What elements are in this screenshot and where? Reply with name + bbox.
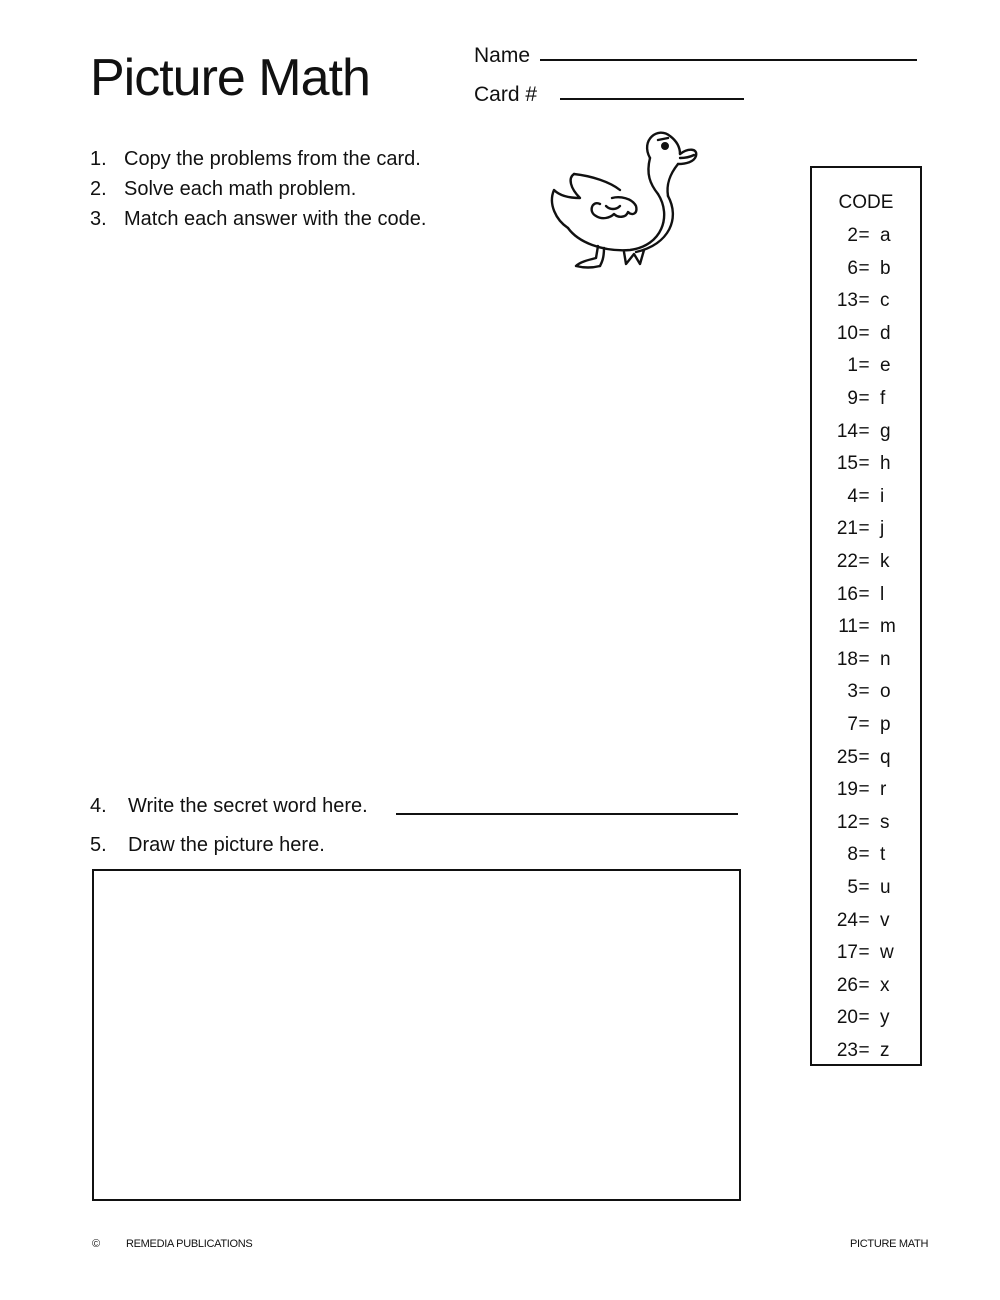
code-letter: w (880, 942, 894, 964)
code-letter: s (880, 811, 890, 833)
code-letter: z (880, 1040, 890, 1061)
code-number: 7 (847, 714, 858, 735)
equals-sign: = (858, 485, 870, 507)
code-letter: x (880, 974, 890, 996)
code-letter: q (880, 746, 891, 768)
code-row (812, 481, 920, 514)
code-letter: f (880, 388, 886, 409)
code-row (812, 318, 920, 351)
code-row (812, 611, 920, 644)
equals-sign: = (858, 290, 870, 312)
name-field[interactable] (540, 59, 917, 61)
equals-sign: = (858, 583, 870, 605)
code-row (812, 1002, 920, 1035)
equals-sign: = (858, 746, 870, 768)
code-number: 25 (836, 746, 858, 768)
code-number: 10 (836, 322, 858, 344)
code-number: 23 (836, 1040, 858, 1061)
code-number: 24 (836, 909, 858, 931)
code-row (812, 774, 920, 807)
instruction-step: 3. Match each answer with the code. (90, 208, 427, 230)
code-letter: i (880, 485, 885, 507)
code-row (812, 253, 920, 286)
code-row (812, 644, 920, 677)
card-number-field[interactable] (560, 98, 744, 100)
code-letter: c (880, 290, 890, 312)
book-title: PICTURE MATH (850, 1238, 929, 1250)
code-number: 12 (836, 811, 858, 833)
equals-sign: = (858, 877, 870, 898)
code-row (812, 350, 920, 383)
code-letter: n (880, 648, 891, 670)
equals-sign: = (858, 974, 870, 996)
code-number: 6 (847, 257, 858, 279)
equals-sign: = (858, 779, 870, 801)
code-number: 16 (836, 583, 858, 605)
code-number: 4 (847, 485, 858, 507)
code-number: 2 (847, 225, 858, 246)
code-table (810, 166, 922, 1066)
equals-sign: = (858, 257, 870, 279)
code-row (812, 839, 920, 872)
equals-sign: = (858, 616, 870, 638)
code-row (812, 383, 920, 416)
code-number: 1 (847, 355, 858, 377)
code-number: 21 (836, 518, 858, 540)
name-label: Name (474, 44, 531, 67)
code-letter: e (880, 355, 891, 377)
code-row (812, 872, 920, 905)
equals-sign: = (858, 420, 870, 442)
code-letter: t (880, 844, 886, 866)
code-letter: k (880, 551, 890, 572)
equals-sign: = (858, 844, 870, 866)
publisher-name: REMEDIA PUBLICATIONS (126, 1238, 253, 1250)
code-number: 5 (847, 877, 858, 898)
equals-sign: = (858, 1007, 870, 1029)
code-row (812, 579, 920, 612)
code-row (812, 905, 920, 938)
code-row (812, 513, 920, 546)
drawing-area[interactable] (92, 869, 741, 1201)
instruction-list (90, 146, 426, 236)
equals-sign: = (858, 225, 870, 246)
code-row (812, 807, 920, 840)
code-row (812, 937, 920, 970)
equals-sign: = (858, 714, 870, 735)
code-number: 22 (836, 551, 858, 572)
equals-sign: = (858, 388, 870, 409)
equals-sign: = (858, 518, 870, 540)
code-letter: h (880, 453, 891, 475)
code-letter: u (880, 877, 891, 898)
code-row (812, 285, 920, 318)
code-row (812, 676, 920, 709)
code-number: 9 (847, 388, 858, 409)
code-row (812, 970, 920, 1003)
equals-sign: = (858, 681, 870, 703)
code-letter: j (880, 518, 885, 540)
copyright-symbol: © (92, 1238, 100, 1250)
code-number: 20 (836, 1007, 858, 1029)
equals-sign: = (858, 648, 870, 670)
instruction-step: 1. Copy the problems from the card. (90, 148, 421, 170)
code-letter: a (880, 225, 891, 246)
code-letter: d (880, 322, 891, 344)
instruction-step: 2. Solve each math problem. (90, 178, 357, 200)
code-row (812, 742, 920, 775)
code-letter: b (880, 257, 891, 279)
page-title: Picture Math (90, 49, 370, 107)
code-number: 3 (847, 681, 858, 703)
code-letter: l (880, 583, 885, 605)
code-letter: r (880, 779, 887, 801)
code-row (812, 1035, 920, 1068)
code-letter: y (880, 1007, 890, 1029)
equals-sign: = (858, 1040, 870, 1061)
code-row (812, 220, 920, 253)
equals-sign: = (858, 453, 870, 475)
equals-sign: = (858, 322, 870, 344)
secret-word-instruction: 4. Write the secret word here. (90, 795, 368, 817)
equals-sign: = (858, 551, 870, 572)
secret-word-field[interactable] (396, 813, 738, 815)
code-letter: v (880, 909, 890, 931)
equals-sign: = (858, 942, 870, 964)
code-number: 13 (836, 290, 858, 312)
code-number: 15 (836, 453, 858, 475)
code-number: 26 (836, 974, 858, 996)
code-row (812, 546, 920, 579)
code-letter: o (880, 681, 891, 703)
code-number: 8 (847, 844, 858, 866)
code-letter: p (880, 714, 891, 735)
code-row (812, 416, 920, 449)
code-row (812, 448, 920, 481)
code-number: 11 (838, 616, 858, 638)
code-letter: g (880, 420, 891, 442)
duck-icon (540, 118, 700, 278)
code-number: 19 (836, 779, 858, 801)
code-row (812, 709, 920, 742)
card-number-label: Card # (474, 83, 538, 106)
equals-sign: = (858, 909, 870, 931)
equals-sign: = (858, 355, 870, 377)
code-title: CODE (838, 192, 894, 213)
equals-sign: = (858, 811, 870, 833)
draw-picture-instruction: 5. Draw the picture here. (90, 834, 325, 856)
code-number: 18 (836, 648, 858, 670)
code-letter: m (880, 616, 896, 638)
code-number: 14 (836, 420, 858, 442)
code-number: 17 (836, 942, 858, 964)
